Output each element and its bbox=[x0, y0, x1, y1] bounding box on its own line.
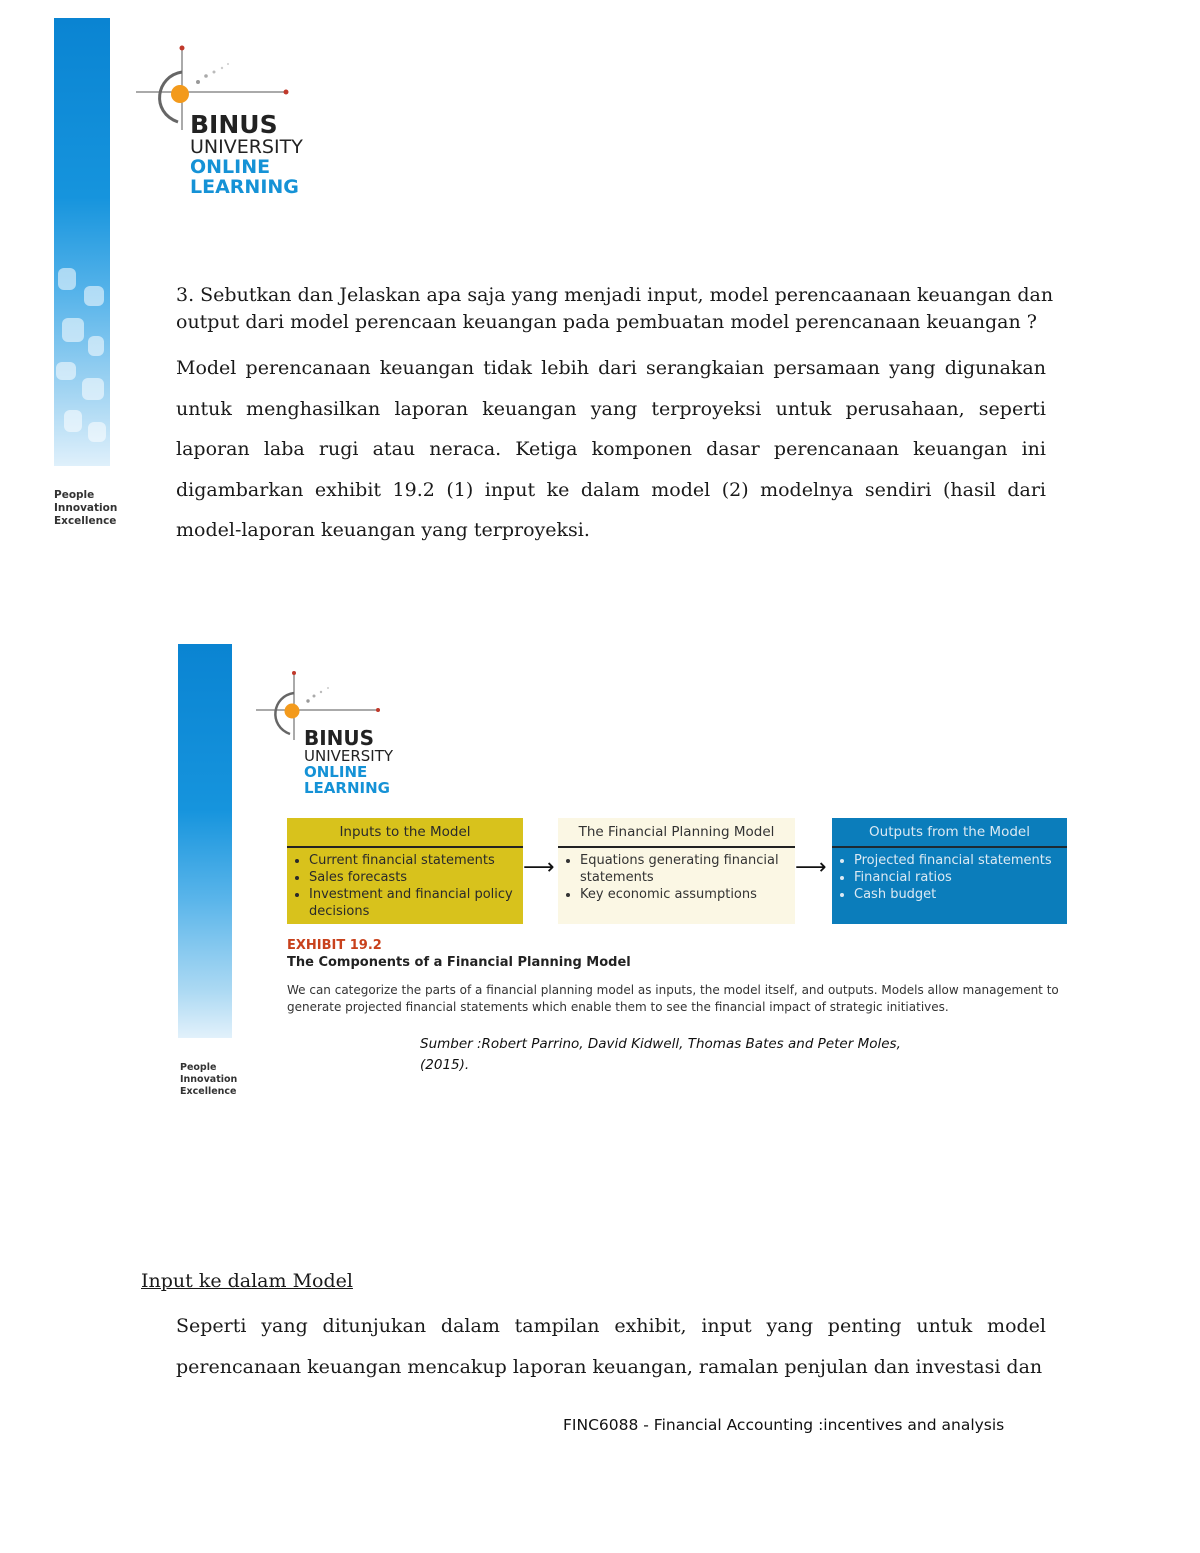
outputs-box-title: Outputs from the Model bbox=[832, 818, 1067, 848]
tagline-excellence: Excellence bbox=[54, 515, 117, 528]
decorative-sidebar bbox=[54, 18, 110, 466]
exhibit-caption-block bbox=[287, 938, 1077, 1016]
inputs-item: • Sales forecasts bbox=[309, 869, 523, 886]
outputs-item: • Cash budget bbox=[854, 886, 1067, 903]
outputs-item: • Financial ratios bbox=[854, 869, 1067, 886]
binus-logo-text bbox=[190, 112, 303, 198]
slide-tagline-excellence: Excellence bbox=[180, 1085, 237, 1097]
arrow-icon: ⟶ bbox=[795, 855, 827, 880]
tagline-people: People bbox=[54, 489, 95, 501]
inputs-item: • Investment and financial policy decisions bbox=[309, 886, 523, 920]
inputs-box bbox=[287, 818, 523, 924]
exhibit-title: The Components of a Financial Planning Model bbox=[287, 955, 631, 970]
page-footer: FINC6088 - Financial Accounting :incentives and analysis bbox=[563, 1416, 1005, 1434]
model-item: • Equations generating financial statements bbox=[580, 852, 795, 886]
outputs-item: • Projected financial statements bbox=[854, 852, 1067, 869]
slide-tagline-innovation: Innovation bbox=[180, 1073, 238, 1085]
slide-logo-online: ONLINE bbox=[304, 762, 368, 781]
logo-online: ONLINE bbox=[190, 156, 271, 179]
logo-university: UNIVERSITY bbox=[190, 136, 303, 159]
inputs-box-title: Inputs to the Model bbox=[287, 818, 523, 848]
outputs-box bbox=[832, 818, 1067, 924]
answer-paragraph: Model perencanaan keuangan tidak lebih dari serangkaian persamaan yang digunakan untuk menghasilkan laporan keuangan yang terproyeksi untuk perusahaan, seperti laporan laba rugi atau neraca. Ketiga komponen dasar perencanaan keuangan ini digambarkan exhibit 19.2 (1) input ke dalam model (2) modelnya sendiri (hasil dari model-laporan keuangan yang terproyeksi. bbox=[176, 357, 1046, 541]
inputs-item: • Current financial statements bbox=[309, 852, 523, 869]
slide-logo-binus: BINUS bbox=[304, 726, 375, 750]
model-box bbox=[558, 818, 795, 924]
source-citation: Sumber :Robert Parrino, David Kidwell, Thomas Bates and Peter Moles, (2015). bbox=[420, 1036, 901, 1073]
logo-learning: LEARNING bbox=[190, 176, 299, 199]
slide-logo-text bbox=[304, 728, 393, 796]
tagline bbox=[54, 489, 117, 528]
question-text: 3. Sebutkan dan Jelaskan apa saja yang menjadi input, model perencaanaan keuangan dan output dari model perencaan keuangan pada pembuatan model perencanaan keuangan ? bbox=[176, 284, 1054, 333]
logo-binus: BINUS bbox=[190, 110, 278, 139]
model-item: • Key economic assumptions bbox=[580, 886, 795, 903]
slide-sidebar bbox=[178, 644, 232, 1038]
exhibit-number: EXHIBIT 19.2 bbox=[287, 938, 382, 953]
slide-logo-university: UNIVERSITY bbox=[304, 747, 394, 765]
slide-logo-learning: LEARNING bbox=[304, 778, 390, 797]
tagline-innovation: Innovation bbox=[54, 502, 118, 515]
arrow-icon: ⟶ bbox=[523, 855, 555, 880]
exhibit-caption: We can categorize the parts of a financial planning model as inputs, the model itself, and outputs. Models allow management to generate projected financial statements which enable them to see the financial impact of strategic initiatives. bbox=[287, 983, 1059, 1014]
slide-tagline-people: People bbox=[180, 1062, 217, 1073]
section-paragraph: Seperti yang ditunjukan dalam tampilan exhibit, input yang penting untuk model perencanaan keuangan mencakup laporan keuangan, ramalan penjulan dan investasi dan bbox=[176, 1315, 1046, 1378]
model-box-title: The Financial Planning Model bbox=[558, 818, 795, 848]
slide-tagline bbox=[180, 1062, 237, 1098]
section-title: Input ke dalam Model bbox=[141, 1270, 353, 1292]
